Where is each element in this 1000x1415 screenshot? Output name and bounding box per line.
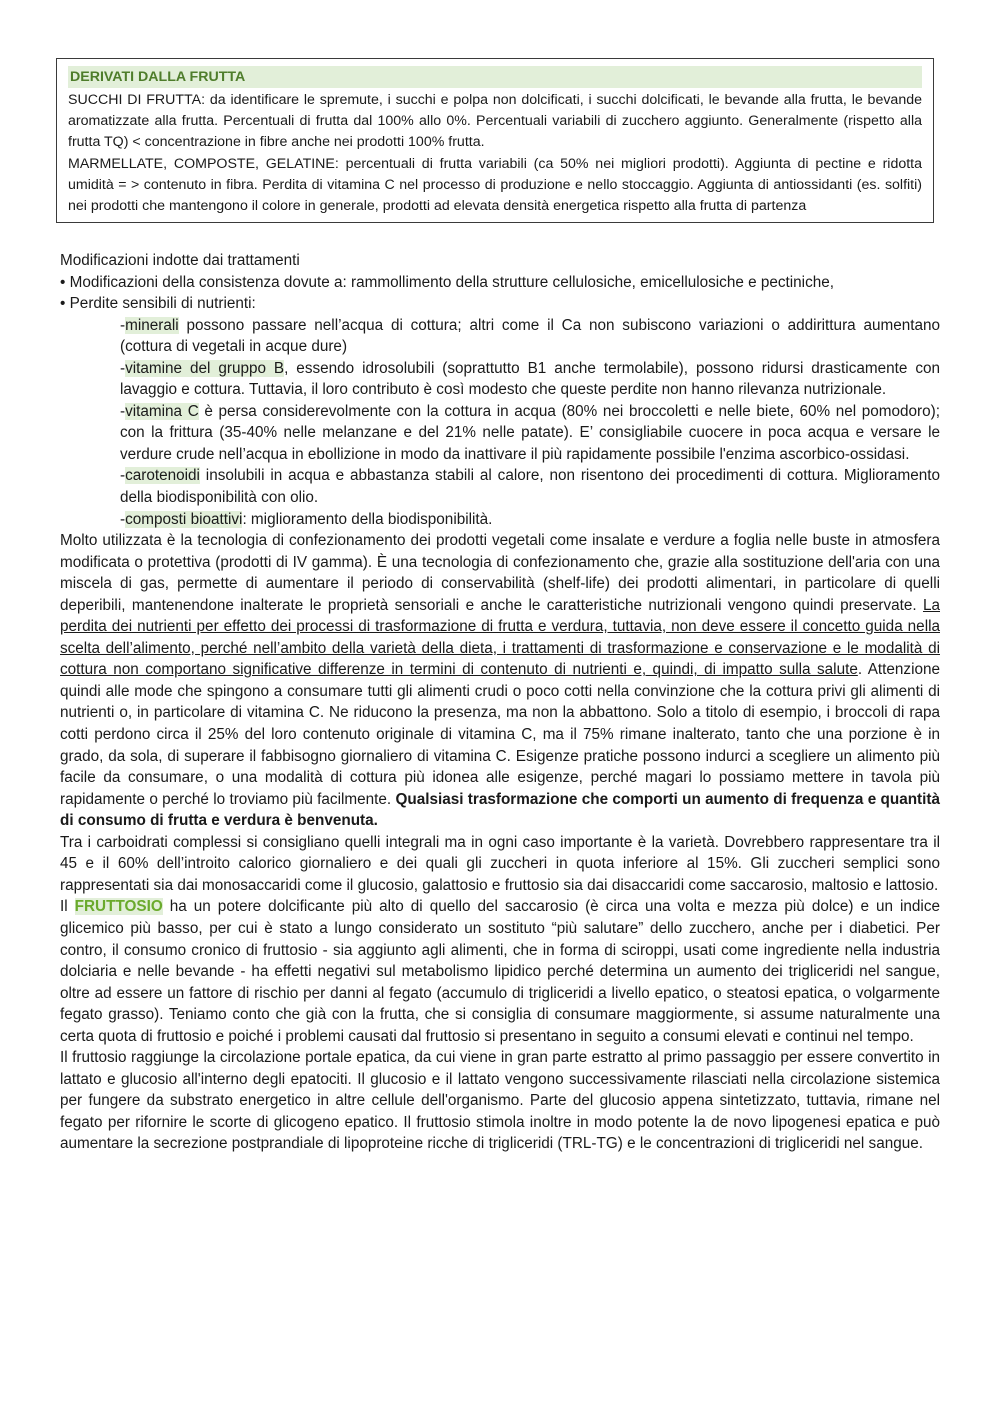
text-run: . Attenzione quindi alle mode che spingono a consumare tutti gli alimenti crudi o poco cotti nella convinzione che la cottura privi gli alimenti di nutrienti o, in particolare di vitamina C. Ne riducono la presenza, ma non la abbattono. Solo a titolo di esempio, i broccoli di rapa cotti perdono circa il 25% del loro contenuto originale di vitamina C, ma il 75% rimane inalterato, tanto che una porzione è in grado, da sola, di superare il fabbisogno giornaliero di vitamina C. Esigenze pratiche possono indurci a scegliere un alimento più facile da consumare, o una modalità di cottura più idonea alle esigenze, perché magari lo possiamo mettere in tavola più rapidamente o perché lo troviamo più facilmente.: [60, 661, 940, 808]
item-term: minerali: [125, 316, 179, 334]
item-text: è persa considerevolmente con la cottura in acqua (80% nei broccoletti e nelle biete, 60% nel pomodoro); con la frittura (35-40% nelle melanzane e del 21% nelle patate). E’ consigliabile cuocere in poca acqua e versare le verdure crude nell’acqua in ebollizione in modo da inattivare il più rapidamente possibile l'enzima ascorbico-ossidasi.: [120, 402, 940, 463]
text-run: Molto utilizzata è la tecnologia di confezionamento dei prodotti vegetali come insalate e verdure a foglia nelle buste in atmosfera modificata o protettiva (prodotti di IV gamma). È una tecnologia di confezionamento che, grazie alla sostituzione dell'aria con una miscela di gas, permette di aumentare il periodo di conservabilità (shelf-life) dei prodotti alimentari, in particolare di quelli deperibili, mantenendone inalterate le proprietà sensoriali e anche le caratteristiche nutrizionali vengono quindi preservate.: [60, 532, 940, 614]
paragraph-fructose: [60, 896, 940, 1047]
underlined-statement: La perdita dei nutrienti per effetto dei processi di trasformazione di frutta e verdura, tuttavia, non deve essere il concetto guida nella scelta dell’alimento, perché nell’ambito della varietà della dieta, i trattamenti di trasformazione e conservazione e le modalità di cottura non comportano significative differenze in termini di contenuto di nutrienti e, quindi, di impatto sulla salute: [60, 596, 940, 679]
nutrient-item-vitamin-b: [60, 358, 940, 401]
item-text: possono passare nell’acqua di cottura; altri come il Ca non subiscono variazioni o addirittura aumentano (cottura di vegetali in acque dure): [120, 316, 940, 356]
text-run: ha un potere dolcificante più alto di quello del saccarosio (è circa una volta e mezza più dolce) e un indice glicemico più basso, per cui è stato a lungo considerato un sostituto “più salutare” dello zucchero, anche per i diabetici. Per contro, il consumo cronico di fruttosio - sia aggiunto agli alimenti, che in forma di sciroppi, usati come ingrediente nella industria dolciaria e nelle bevande - ha effetti negativi sul metabolismo lipidico perché determina un aumento dei trigliceridi nel sangue, oltre ad essere un fattore di rischio per danni al fegato (accumulo di trigliceridi a livello epatico, o steatosi epatica, o volgarmente fegato grasso). Teniamo conto che già con la frutta, che si consiglia di consumare maggiormente, si assume naturalmente una certa quota di fruttosio e poiché i problemi causati dal fruttosio si presentano in seguito a consumi elevati e continui nel tempo.: [60, 898, 940, 1045]
nutrient-item-minerals: [60, 315, 940, 358]
nutrient-item-carotenoids: [60, 465, 940, 508]
item-term: composti bioattivi: [125, 510, 243, 528]
nutrient-item-bioactives: [60, 509, 940, 531]
paragraph-packaging: [60, 530, 940, 832]
paragraph-carbohydrates: Tra i carboidrati complessi si consigliano quelli integrali ma in ogni caso importante è la varietà. Dovrebbero rappresentare tra il 45 e il 60% dell’introito calorico giornaliero e dei quali gli zuccheri in quota inferiore al 15%. Gli zuccheri semplici sono rappresentati sia dai monosaccaridi come il glucosio, galattosio e fruttosio sia dai disaccaridi come saccarosio, maltosio e lattosio.: [60, 833, 940, 894]
paragraph-fructose-metabolism: Il fruttosio raggiunge la circolazione portale epatica, da cui viene in gran parte estratto al primo passaggio per essere convertito in lattato e glucosio all'interno degli epatociti. Il glucosio e il lattato vengono successivamente rilasciati nella circolazione sistemica per fungere da substrato energetico in altre cellule dell'organismo. Parte del glucosio appena sintetizzato, tuttavia, rimane nel fegato per rifornire le scorte di glicogeno epatico. Il fruttosio stimola inoltre in modo potente la de novo lipogenesi epatica e può aumentare la secrezione postprandiale di lipoproteine ricche di trigliceridi (TRL-TG) e le concentrazioni di trigliceridi nel sangue.: [60, 1049, 940, 1153]
fructose-term: FRUTTOSIO: [74, 898, 163, 916]
item-dash: -: [120, 359, 126, 377]
item-dash: -: [120, 510, 126, 528]
box-paragraph-juices: SUCCHI DI FRUTTA: da identificare le spremute, i succhi e polpa non dolcificati, i succhi dolcificati, le bevande alla frutta, le bevande aromatizzate alla frutta. Percentuali di frutta dal 100% allo 0%. Percentuali variabili di zucchero aggiunto. Generalmente (rispetto alla frutta TQ) < concentrazione in fibre anche nei prodotti 100% frutta.: [68, 92, 922, 150]
item-text: : miglioramento della biodisponibilità.: [242, 510, 493, 528]
box-title: DERIVATI DALLA FRUTTA: [68, 66, 922, 88]
section-heading: Modificazioni indotte dai trattamenti: [60, 252, 300, 269]
item-dash: -: [120, 467, 126, 485]
fruit-derivatives-box: [56, 58, 934, 223]
item-dash: -: [120, 316, 126, 334]
item-text: insolubili in acqua e abbastanza stabili al calore, non risentono dei procedimenti di cottura. Miglioramento della biodisponibilità con olio.: [120, 467, 940, 507]
item-text: , essendo idrosolubili (soprattutto B1 anche termolabile), possono ridursi drasticamente con lavaggio e cottura. Tuttavia, il loro contributo è così modesto che queste perdite non hanno rilevanza nutrizionale.: [120, 359, 940, 399]
box-paragraph-jams: MARMELLATE, COMPOSTE, GELATINE: percentuali di frutta variabili (ca 50% nei migliori prodotti). Aggiunta di pectine e ridotta umidità = > contenuto in fibra. Perdita di vitamina C nel processo di produzione e nello stoccaggio. Aggiunta di antiossidanti (es. solfiti) nei prodotti che mantengono il colore in generale, prodotti ad elevata densità energetica rispetto alla frutta di partenza: [68, 156, 922, 214]
bold-statement: Qualsiasi trasformazione che comporti un aumento di frequenza e quantità di consumo di frutta e verdura è benvenuta.: [60, 790, 940, 830]
text-run: Il: [60, 898, 75, 916]
nutrient-item-vitamin-c: [60, 401, 940, 466]
bullet-consistency: • Modificazioni della consistenza dovute a: rammollimento della strutture cellulosiche, emicellulosiche e pectiniche,: [60, 273, 834, 291]
bullet-nutrient-losses: • Perdite sensibili di nutrienti:: [60, 295, 256, 313]
item-term: carotenoidi: [125, 467, 200, 485]
item-dash: -: [120, 402, 126, 420]
document-body: [60, 250, 940, 1155]
item-term: vitamine del gruppo B: [125, 359, 285, 377]
item-term: vitamina C: [125, 402, 199, 420]
